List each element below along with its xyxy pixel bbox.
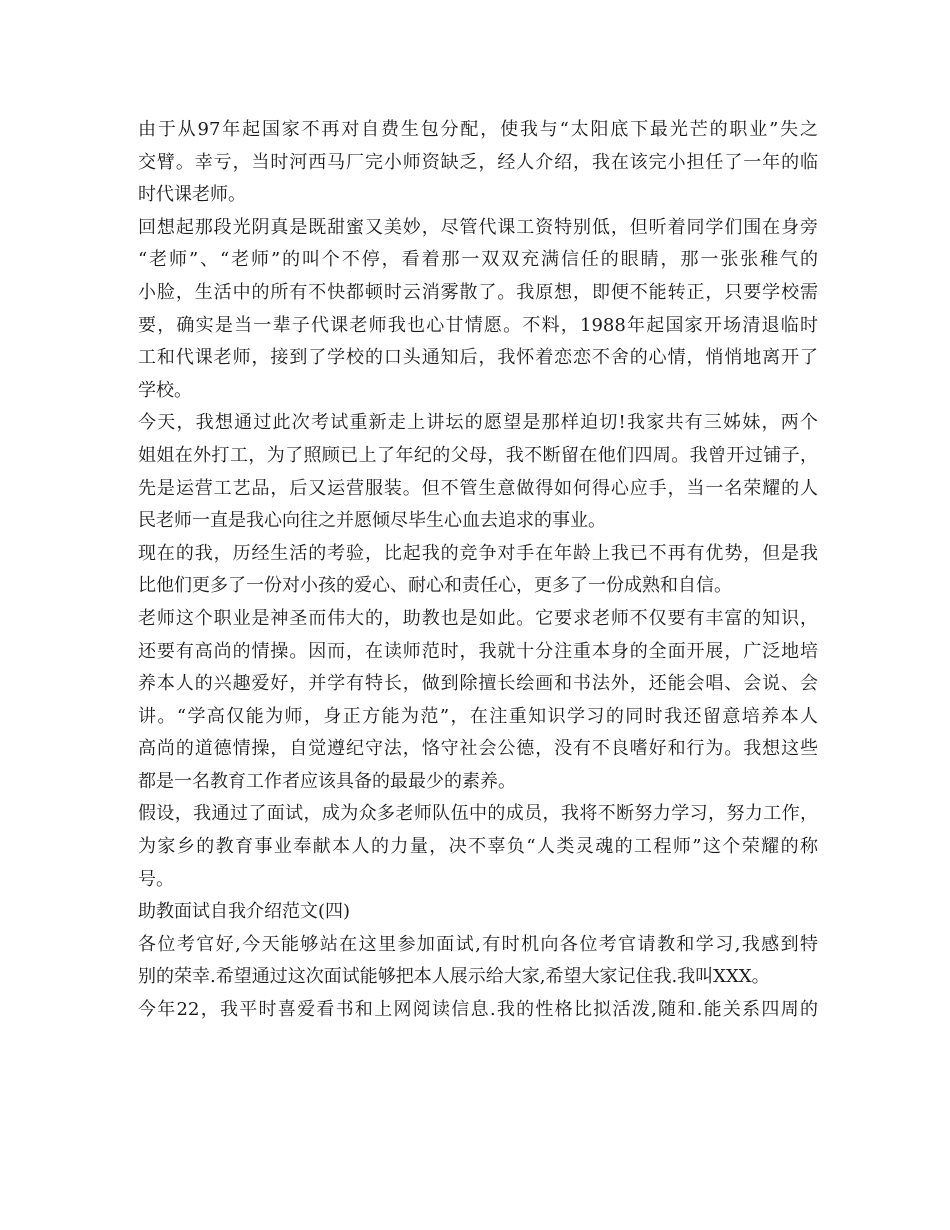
text-line: 比他们更多了一份对小孩的爱心、耐心和责任心，更多了一份成熟和自信。 — [138, 575, 732, 597]
text-line: 讲。“学高仅能为师，身正方能为范”，在注重知识学习的同时我还留意培养本人 — [138, 705, 818, 727]
text-line: 回想起那段光阴真是既甜蜜又美妙，尽管代课工资特别低，但听着同学们围在身旁 — [138, 216, 818, 238]
text-line: 工和代课老师，接到了学校的口头通知后，我怀着恋恋不舍的心情，悄悄地离开了 — [138, 347, 818, 369]
text-line: 小脸，生活中的所有不快都顿时云消雾散了。我原想，即便不能转正，只要学校需 — [138, 281, 818, 303]
text-line: 假设，我通过了面试，成为众多老师队伍中的成员，我将不断努力学习，努力工作， — [138, 803, 818, 825]
text-line: 养本人的兴趣爱好，并学有特长，做到除擅长绘画和书法外，还能会唱、会说、会 — [138, 673, 818, 695]
text-line: 交臂。幸亏，当时河西马厂完小师资缺乏，经人介绍，我在该完小担任了一年的临 — [138, 151, 818, 173]
text-line: 姐姐在外打工，为了照顾已上了年纪的父母，我不断留在他们四周。我曾开过铺子， — [138, 444, 818, 466]
text-line: 由于从97年起国家不再对自费生包分配，使我与“太阳底下最光芒的职业”失之 — [138, 119, 818, 140]
text-line: 还要有高尚的情操。因而，在读师范时，我就十分注重本身的全面开展，广泛地培 — [138, 640, 818, 662]
text-line: 今年22，我平时喜爱看书和上网阅读信息.我的性格比拟活泼,随和.能关系四周的 — [138, 999, 818, 1021]
text-line: 高尚的道德情操，自觉遵纪守法，恪守社会公德，没有不良嗜好和行为。我想这些 — [138, 738, 818, 760]
text-line: 都是一名教育工作者应该具备的最最少的素养。 — [138, 770, 516, 792]
text-line: 为家乡的教育事业奉献本人的力量，决不辜负“人类灵魂的工程师”这个荣耀的称 — [138, 836, 818, 858]
text-line: 别的荣幸.希望通过这次面试能够把本人展示给大家,希望大家记住我.我叫XXX。 — [138, 966, 770, 988]
text-line: 老师这个职业是神圣而伟大的，助教也是如此。它要求老师不仅要有丰富的知识， — [138, 607, 818, 629]
text-line: 今天，我想通过此次考试重新走上讲坛的愿望是那样迫切!我家共有三姊妹，两个 — [138, 412, 818, 434]
text-line: 要，确实是当一辈子代课老师我也心甘情愿。不料，1988年起国家开场清退临时 — [138, 314, 818, 336]
document-body — [138, 114, 818, 1027]
text-line: 现在的我，历经生活的考验，比起我的竞争对手在年龄上我已不再有优势，但是我 — [138, 542, 818, 564]
text-line: 学校。 — [138, 379, 192, 401]
text-line: 时代课老师。 — [138, 184, 246, 206]
text-line: 先是运营工艺品，后又运营服装。但不管生意做得如何得心应手，当一名荣耀的人 — [138, 477, 818, 499]
text-line: 民老师一直是我心向往之并愿倾尽毕生心血去追求的事业。 — [138, 510, 606, 532]
text-line: 助教面试自我介绍范文(四) — [138, 901, 351, 923]
text-line: 号。 — [138, 868, 174, 890]
text-line: “老师”、“老师”的叫个不停，看着那一双双充满信任的眼睛，那一张张稚气的 — [138, 249, 818, 271]
text-line: 各位考官好,今天能够站在这里参加面试,有时机向各位考官请教和学习,我感到特 — [138, 933, 818, 955]
